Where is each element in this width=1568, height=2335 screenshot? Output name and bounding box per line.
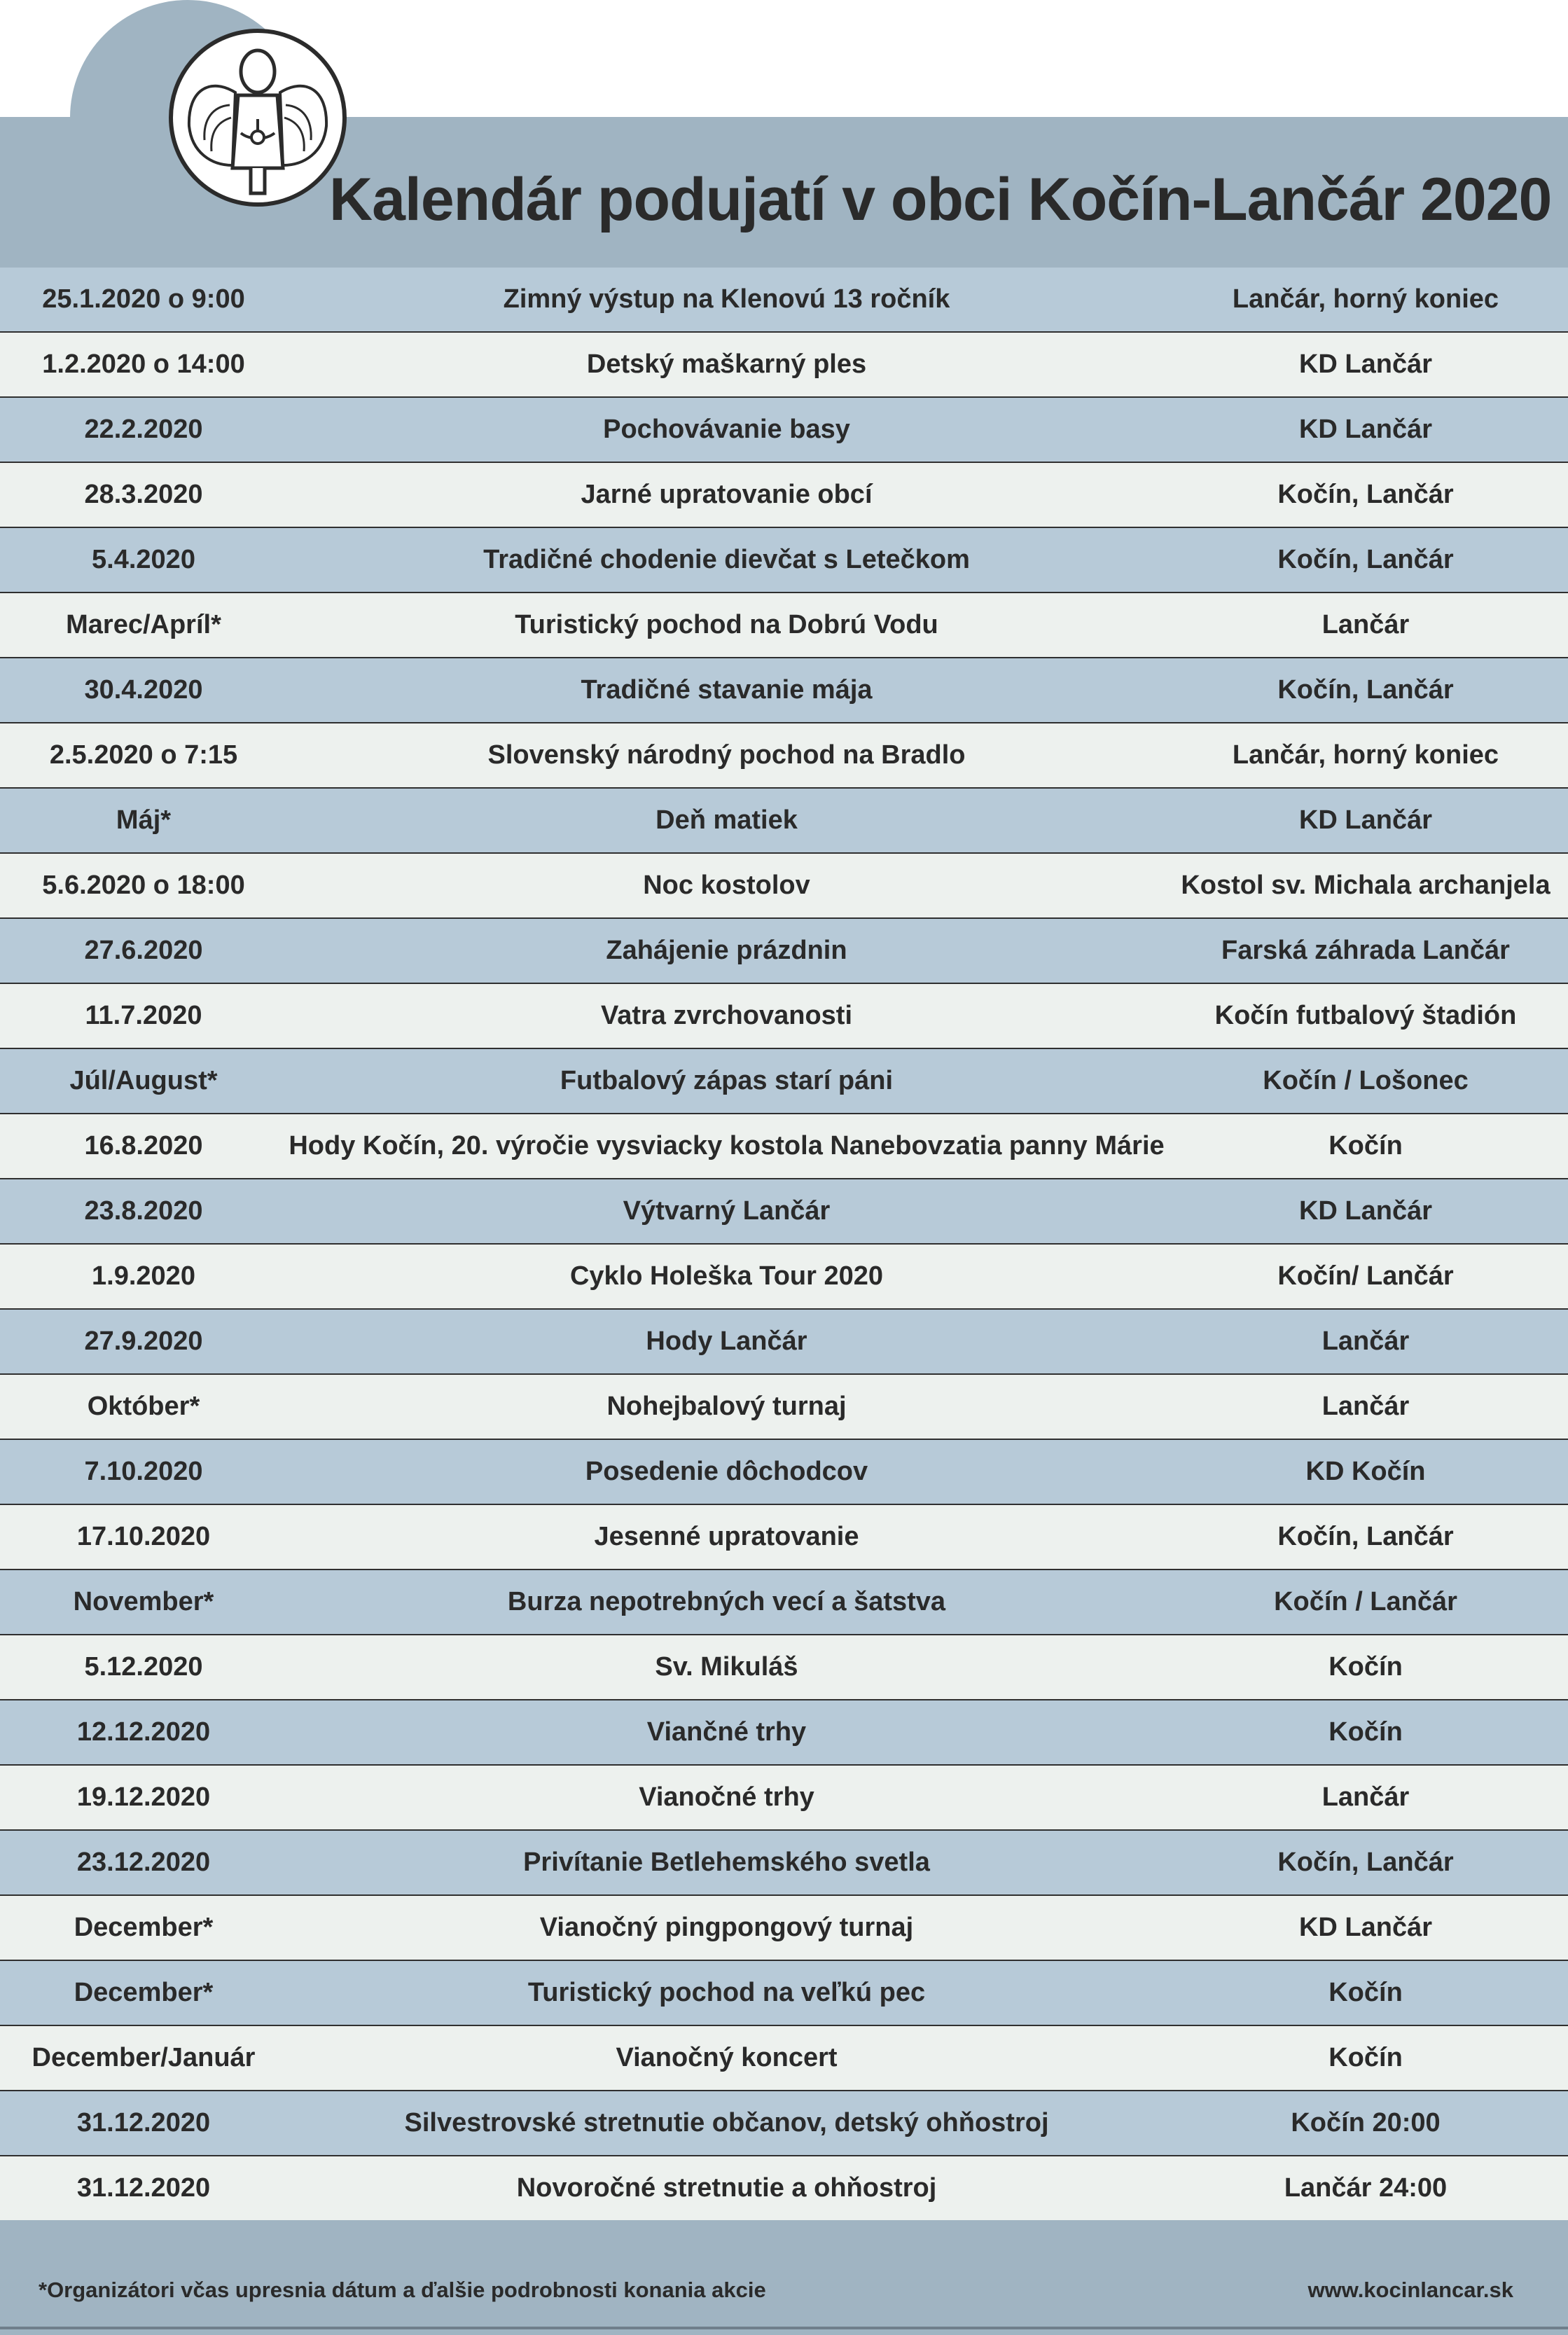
table-row [0,1570,1568,1635]
event-name: Detský maškarný ples [586,349,867,379]
event-name: Výtvarný Lančár [623,1196,831,1226]
event-place: Kočín, Lančár [1277,675,1454,705]
table-row [0,984,1568,1049]
table-row [0,1375,1568,1440]
table-row [0,854,1568,919]
table-row [0,1440,1568,1505]
event-place: KD Lančár [1298,349,1433,379]
event-place: Lančár [1321,610,1410,639]
event-name: Slovenský národný pochod na Bradlo [487,740,966,770]
event-place: Kočín, Lančár [1277,480,1454,509]
event-place: Kočín [1328,1717,1403,1747]
event-date: 28.3.2020 [84,480,203,509]
event-date: 22.2.2020 [84,415,203,444]
event-name: Jarné upratovanie obcí [581,480,873,509]
event-name: Viančné trhy [646,1717,807,1747]
table-row [0,268,1568,333]
table-row [0,1310,1568,1375]
event-name: Vianočný koncert [616,2043,838,2072]
event-date: Marec/Apríl* [66,610,221,639]
event-name: Zahájenie prázdnin [606,936,847,965]
event-date: December* [74,1978,214,2007]
event-place: Lančár [1321,1326,1410,1356]
event-name: Tradičné stavanie mája [581,675,873,705]
events-table [0,268,1568,2222]
website-link[interactable]: www.kocinlancar.sk [1307,2278,1513,2302]
event-place: Kočín [1328,2043,1403,2072]
event-name: Hody Kočín, 20. výročie vysviacky kostola Nanebovzatia panny Márie [289,1131,1165,1160]
event-date: 31.12.2020 [76,2108,211,2137]
event-date: Máj* [116,805,172,835]
table-row [0,333,1568,398]
event-place: Kočín futbalový štadión [1214,1001,1517,1030]
event-date: 27.9.2020 [84,1326,203,1356]
event-place: Kočín, Lančár [1277,1848,1454,1877]
event-place: KD Lančár [1298,1196,1433,1226]
event-date: December/Január [32,2043,256,2072]
event-name: Futbalový zápas starí páni [560,1066,894,1095]
event-name: Tradičné chodenie dievčat s Letečkom [483,545,970,574]
event-name: Turistický pochod na veľkú pec [527,1978,926,2007]
event-place: Lančár 24:00 [1284,2173,1448,2203]
table-row [0,1049,1568,1114]
logo-badge [70,0,305,235]
event-name: Silvestrovské stretnutie občanov, detský ohňostroj [404,2108,1049,2137]
table-row [0,1766,1568,1831]
angel-emblem-icon [168,28,347,207]
table-row [0,1896,1568,1961]
event-date: 5.4.2020 [92,545,195,574]
event-date: 23.8.2020 [84,1196,203,1226]
table-row [0,1245,1568,1310]
table-row [0,658,1568,723]
footer-band [0,2220,1568,2335]
table-row [0,919,1568,984]
event-date: 23.12.2020 [76,1848,211,1877]
event-place: Lančár [1321,1782,1410,1812]
event-date: 25.1.2020 o 9:00 [42,284,245,314]
table-row [0,1505,1568,1570]
event-place: Kočín [1328,1978,1403,2007]
event-date: 17.10.2020 [76,1522,211,1551]
page-title: Kalendár podujatí v obci Kočín-Lančár 2020 [329,166,1552,233]
table-row [0,1700,1568,1766]
event-date: 2.5.2020 o 7:15 [49,740,238,770]
event-name: Burza nepotrebných vecí a šatstva [507,1587,946,1616]
event-date: Júl/August* [69,1066,218,1095]
table-row [0,2026,1568,2091]
event-place: Kočín [1328,1652,1403,1682]
event-name: Noc kostolov [643,871,810,900]
event-date: 19.12.2020 [76,1782,211,1812]
table-row [0,398,1568,463]
event-place: KD Lančár [1298,415,1433,444]
event-place: Lančár, horný koniec [1232,284,1499,314]
event-name: Privítanie Betlehemského svetla [523,1848,930,1877]
event-date: 11.7.2020 [85,1001,202,1030]
event-name: Zimný výstup na Klenovú 13 ročník [503,284,950,314]
event-place: KD Lančár [1298,805,1433,835]
event-name: Deň matiek [655,805,798,835]
event-date: November* [73,1587,214,1616]
event-date: 27.6.2020 [84,936,203,965]
event-name: Pochovávanie basy [603,415,850,444]
table-row [0,1179,1568,1245]
event-place: Farská záhrada Lančár [1221,936,1510,965]
event-place: Kočín/ Lančár [1277,1261,1454,1291]
event-place: Kočín [1328,1131,1403,1160]
event-name: Sv. Mikuláš [655,1652,798,1682]
event-date: Október* [87,1392,200,1421]
event-name: Turistický pochod na Dobrú Vodu [515,610,938,639]
event-date: 16.8.2020 [84,1131,203,1160]
table-row [0,463,1568,528]
table-row [0,2091,1568,2156]
table-row [0,2156,1568,2222]
event-place: Lančár, horný koniec [1232,740,1499,770]
table-row [0,1831,1568,1896]
event-name: Hody Lančár [646,1326,807,1356]
table-row [0,789,1568,854]
table-row [0,1635,1568,1700]
event-place: Kostol sv. Michala archanjela [1181,871,1550,900]
footer-divider [0,2327,1568,2329]
event-date: 30.4.2020 [84,675,203,705]
event-date: 12.12.2020 [76,1717,211,1747]
event-place: KD Lančár [1298,1913,1433,1942]
event-place: Kočín, Lančár [1277,1522,1454,1551]
event-place: Lančár [1321,1392,1410,1421]
event-name: Posedenie dôchodcov [585,1457,868,1486]
event-place: Kočín / Lančár [1274,1587,1457,1616]
event-date: 7.10.2020 [84,1457,203,1486]
event-date: 31.12.2020 [76,2173,211,2203]
event-date: 1.9.2020 [92,1261,195,1291]
event-date: 1.2.2020 o 14:00 [42,349,245,379]
event-name: Nohejbalový turnaj [606,1392,847,1421]
table-row [0,723,1568,789]
event-name: Novoročné stretnutie a ohňostroj [516,2173,937,2203]
footnote: *Organizátori včas upresnia dátum a ďalšie podrobnosti konania akcie [39,2278,766,2302]
event-date: December* [74,1913,214,1942]
event-name: Vianočné trhy [639,1782,814,1812]
event-date: 5.6.2020 o 18:00 [42,871,245,900]
event-place: Kočín, Lančár [1277,545,1454,574]
table-row [0,1114,1568,1179]
table-row [0,528,1568,593]
event-date: 5.12.2020 [84,1652,203,1682]
table-row [0,1961,1568,2026]
event-name: Vianočný pingpongový turnaj [539,1913,914,1942]
event-name: Cyklo Holeška Tour 2020 [569,1261,884,1291]
event-name: Jesenné upratovanie [594,1522,859,1551]
event-name: Vatra zvrchovanosti [600,1001,853,1030]
event-place: KD Kočín [1305,1457,1426,1486]
event-place: Kočín 20:00 [1291,2108,1441,2137]
event-place: Kočín / Lošonec [1263,1066,1469,1095]
table-row [0,593,1568,658]
